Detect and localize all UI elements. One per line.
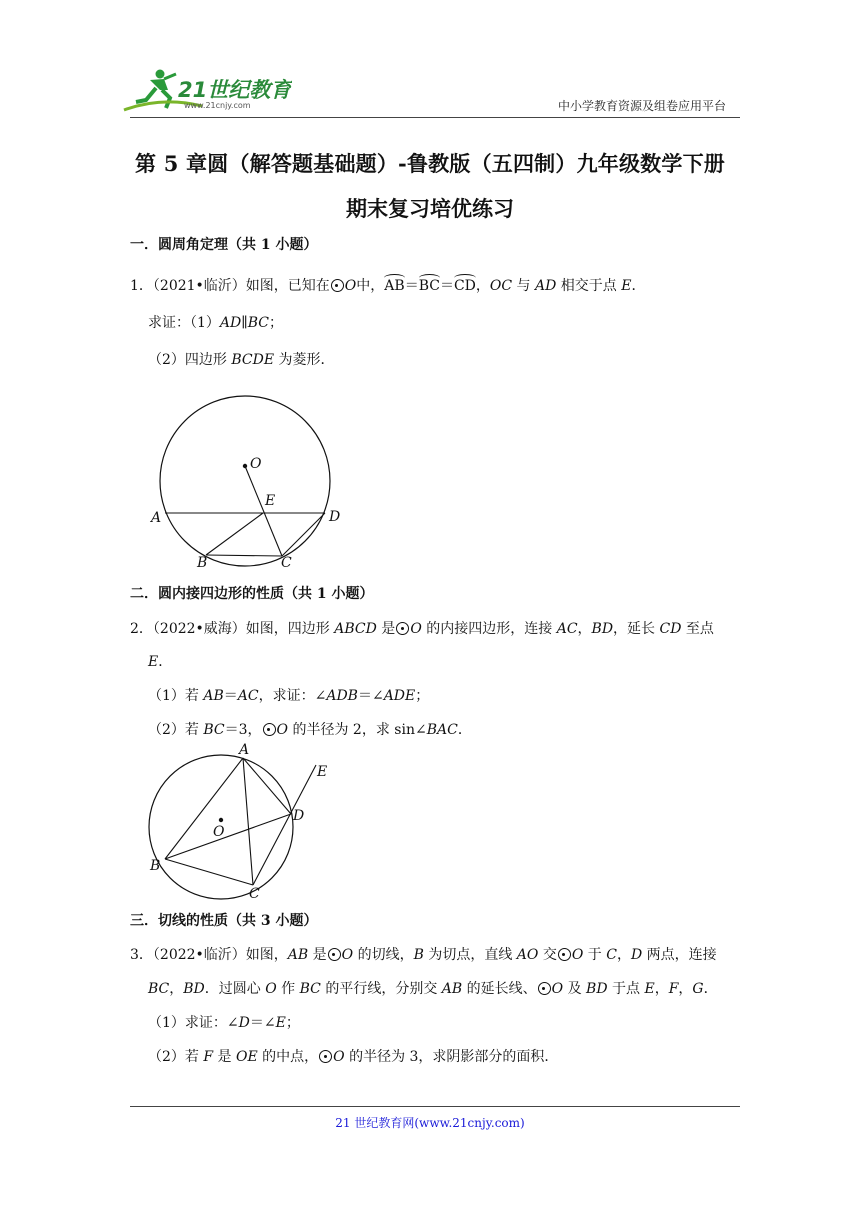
q2-line-ce [253, 765, 316, 885]
circle-symbol-icon [396, 622, 409, 635]
circle-symbol-icon [558, 948, 571, 961]
q2-center-dot [219, 818, 223, 822]
q2-label-e: E [317, 764, 328, 780]
q2-stem: 2．（2022•威海）如图，四边形 ABCD 是 O 的内接四边形，连接 AC，BD，延长 CD 至点 [130, 621, 714, 637]
section-heading-2: 二．圆内接四边形的性质（共 1 小题） [130, 586, 374, 602]
q2-part-1: （1）若 AB＝AC，求证：∠ADB＝∠ADE； [148, 688, 430, 704]
site-logo [122, 66, 292, 112]
q1-label-c: C [281, 555, 292, 570]
q1-segment-cd [282, 513, 325, 556]
q1-label-d: D [329, 509, 341, 525]
section-heading-1: 一．圆周角定理（共 1 小题） [130, 237, 318, 253]
q1-label-a: A [151, 510, 162, 526]
q1-segment-oc [245, 466, 282, 556]
q2-part-2: （2）若 BC＝3， O 的半径为 2，求 sin∠BAC． [148, 722, 472, 738]
q2-label-b: B [150, 858, 161, 874]
logo-url: www.21cnjy.com [184, 101, 251, 110]
q1-label-e: E [265, 493, 276, 509]
footer-divider [130, 1106, 740, 1107]
header-divider [130, 117, 740, 118]
q2-side-bc [165, 859, 253, 885]
circle-symbol-icon [538, 982, 551, 995]
platform-tagline: 中小学教育资源及组卷应用平台 [557, 99, 726, 113]
q3-stem: 3．（2022•临沂）如图，AB 是 O 的切线，B 为切点，直线 AO 交 O 于 C，D 两点，连接 [130, 947, 717, 963]
q3-part-2: （2）若 F 是 OE 的中点， O 的半径为 3，求阴影部分的面积． [148, 1049, 559, 1065]
q1-stem: 1．（2021•临沂）如图，已知在 O中，AB＝BC＝CD，OC 与 AD 相交于点 E． [130, 278, 646, 294]
q2-figure [143, 740, 343, 905]
circle-symbol-icon [263, 723, 276, 736]
q1-label-b: B [197, 555, 208, 570]
q1-figure [145, 385, 365, 570]
q2-side-ad [243, 758, 291, 814]
q3-part-1: （1）求证：∠D＝∠E； [148, 1015, 300, 1031]
section-heading-3: 三．切线的性质（共 3 小题） [130, 913, 318, 929]
q2-stem-cont: E． [148, 654, 173, 670]
circle-symbol-icon [328, 948, 341, 961]
q2-diagonal-bd [165, 814, 291, 859]
q1-part-2: （2）四边形 BCDE 为菱形． [148, 352, 335, 368]
page-subtitle: 期末复习培优练习 [346, 196, 514, 221]
circle-symbol-icon [319, 1050, 332, 1063]
q1-part-1: 求证：（1）AD∥BC； [148, 315, 283, 331]
logo-text: 21世纪教育 [178, 78, 292, 102]
q2-diagonal-ac [243, 758, 253, 885]
q1-circle [160, 396, 330, 566]
circle-symbol-icon [331, 279, 344, 292]
q2-label-c: C [249, 886, 260, 902]
q2-label-d: D [293, 808, 305, 824]
q1-segment-be [206, 513, 263, 555]
q1-label-o: O [250, 456, 262, 472]
footer-link[interactable]: 21 世纪教育网(www.21cnjy.com) [335, 1116, 525, 1130]
page-title: 第 5 章圆（解答题基础题）-鲁教版（五四制）九年级数学下册 [135, 151, 725, 176]
q2-label-a: A [239, 742, 250, 758]
q3-stem-cont: BC，BD．过圆心 O 作 BC 的平行线，分别交 AB 的延长线、 O 及 BD 于点 E，F，G． [148, 981, 718, 997]
q1-chord-bc [206, 555, 282, 556]
q2-label-o: O [213, 824, 225, 840]
q1-center-dot [243, 464, 247, 468]
q2-side-ab [165, 758, 243, 859]
